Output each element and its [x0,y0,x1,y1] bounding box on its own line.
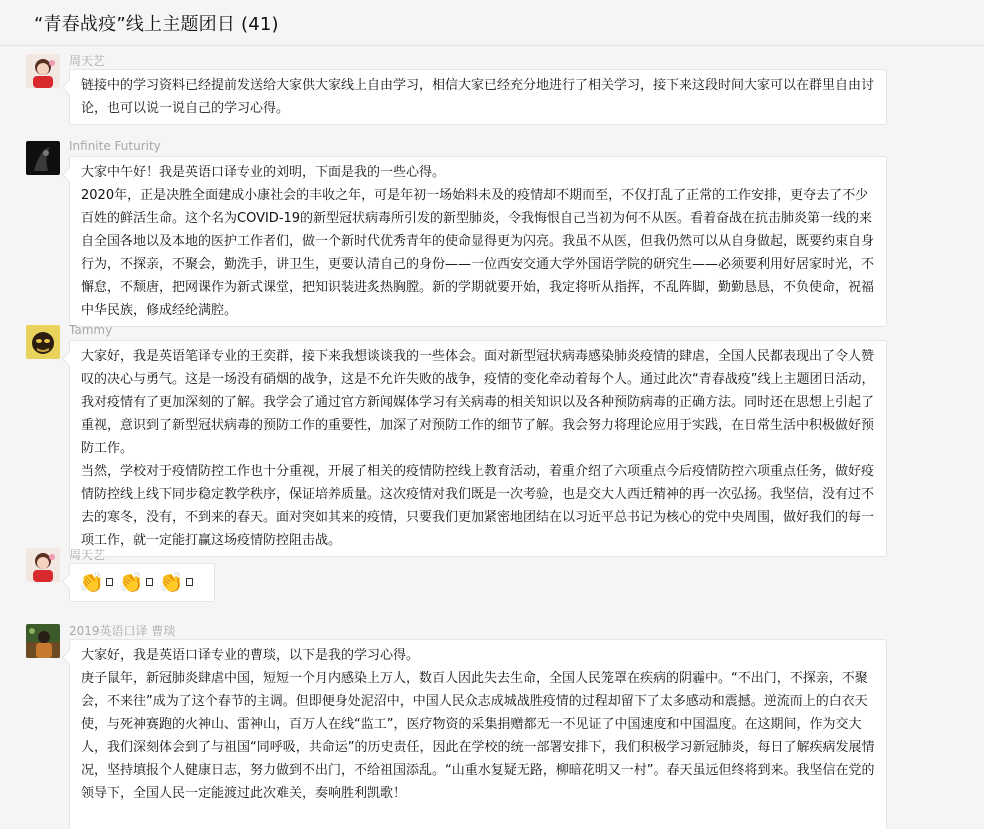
clapping-hands-icon: 👏 [79,570,104,594]
message-item [26,323,888,548]
message-text: 庚子鼠年，新冠肺炎肆虐中国，短短一个月内感染上万人，数百人因此失去生命，全国人民笼罩在疾病的阴霾中。“不出门，不探亲，不聚会，不来往”成为了这个春节的主调。但即便身处泥沼中，中国人民众志成城战胜疫情的过程却留下了太多感动和震撼。逆流而上的白衣天使，与死神赛跑的火神山、雷神山，百万人在线“监工”，医疗物资的采集捐赠都无一不见证了中国速度和中国温度。在这期间，作为交大人，我们深刻体会到了与祖国“同呼吸，共命运”的历史责任，因此在学校的统一部署安排下，我们积极学习新冠肺炎，每日了解疾病发展情况，坚持填报个人健康日志，努力做到不出门，不给祖国添乱。“山重水复疑无路，柳暗花明又一村”。春天虽远但终将到来。我坚信在党的领导下，全国人民一定能渡过此次难关，奏响胜利凯歌！ [81,671,875,801]
sender-name: 2019英语口译 曹琰 [69,624,176,638]
sender-name: Infinite Futurity [69,139,161,153]
unknown-glyph-icon [146,578,153,586]
clapping-hands-icon: 👏 [158,570,184,594]
chat-title: “青春战疫”线上主题团日 (41) [34,14,279,35]
yellow-avatar[interactable] [26,325,60,359]
message-bubble[interactable] [69,156,887,327]
message-text: 大家好，我是英语笔译专业的王奕群，接下来我想谈谈我的一些体会。面对新型冠状病毒感染肺炎疫情的肆虐，全国人民都表现出了令人赞叹的决心与勇气。这是一场没有硝烟的战争，这是不允许失败的战争，疫情的变化牵动着每个人。通过此次“青春战疫”线上主题团日活动，我对疫情有了更加深刻的了解。我学会了通过官方新闻媒体学习有关病毒的相关知识以及各种预防病毒的正确方法。同时还在思想上引起了重视，意识到了新型冠状病毒的预防工作的重要性，加深了对预防工作的细节了解。我会努力将理论应用于实践，在日常生活中积极做好预防工作。 [81,349,875,456]
unknown-glyph-icon [186,578,193,586]
message-bubble[interactable] [69,639,887,829]
girl-red-clothes-avatar[interactable] [26,54,60,88]
sender-name: Tammy [69,323,113,337]
message-text: 大家中午好！我是英语口译专业的刘明，下面是我的一些心得。 [81,165,446,180]
message-bubble[interactable] [69,69,887,125]
sender-name: 周天艺 [69,54,106,68]
chat-header [0,0,984,46]
clapping-hands-icon: 👏 [118,570,144,594]
message-text: 链接中的学习资料已经提前发送给大家供大家线上自由学习，相信大家已经充分地进行了相关学习，接下来这段时间大家可以在群里自由讨论，也可以说一说自己的学习心得。 [81,78,875,116]
girl-red-clothes-avatar[interactable] [26,548,60,582]
message-item [26,52,888,132]
message-text: 当然，学校对于疫情防控工作也十分重视，开展了相关的疫情防控线上教育活动，着重介绍了六项重点今后疫情防控六项重点任务，做好疫情防控线上线下同步稳定教学秩序，保证培养质量。这次疫情对我们既是一次考验，也是交大人西迁精神的再一次弘扬。我坚信，没有过不去的寒冬，没有，不到来的春天。面对突如其来的疫情，只要我们更加紧密地团结在以习近平总书记为核心的党中央周围，做好我们的每一项工作，就一定能打赢这场疫情防控阻击战。 [81,464,875,548]
message-item [26,546,888,616]
outdoor-photo-avatar[interactable] [26,624,60,658]
message-bubble[interactable] [69,563,215,602]
message-bubble[interactable] [69,340,887,557]
message-text: 大家好，我是英语口译专业的曹琰，以下是我的学习心得。 [81,648,420,663]
unknown-glyph-icon [106,578,113,586]
message-text: 2020年，正是决胜全面建成小康社会的丰收之年，可是年初一场始料未及的疫情却不期而至，不仅打乱了正常的工作安排，更夺去了不少百姓的鲜活生命。这个名为COVID-19的新型冠状病毒所引发的新型肺炎，令我悔恨自己当初为何不从医。看着奋战在抗击肺炎第一线的来自全国各地以及本地的医护工作者们，做一个新时代优秀青年的使命显得更为闪亮。我虽不从医，但我仍然可以从自身做起，既要约束自身行为，不探亲，不聚会，勤洗手，讲卫生，更要认清自己的身份——一位西安交通大学外国语学院的研究生——必须要利用好居家时光，不懈怠，不颓唐，把网课作为新式课堂，把知识装进炙热胸膛。新的学期就要开始，我定将听从指挥，不乱阵脚，勤勤恳恳，不负使命，祝福中华民族，修成经纶满腔。 [81,188,875,318]
sender-name: 周天艺 [69,548,106,562]
message-item [26,622,888,829]
message-list[interactable] [0,46,984,829]
dark-avatar[interactable] [26,141,60,175]
